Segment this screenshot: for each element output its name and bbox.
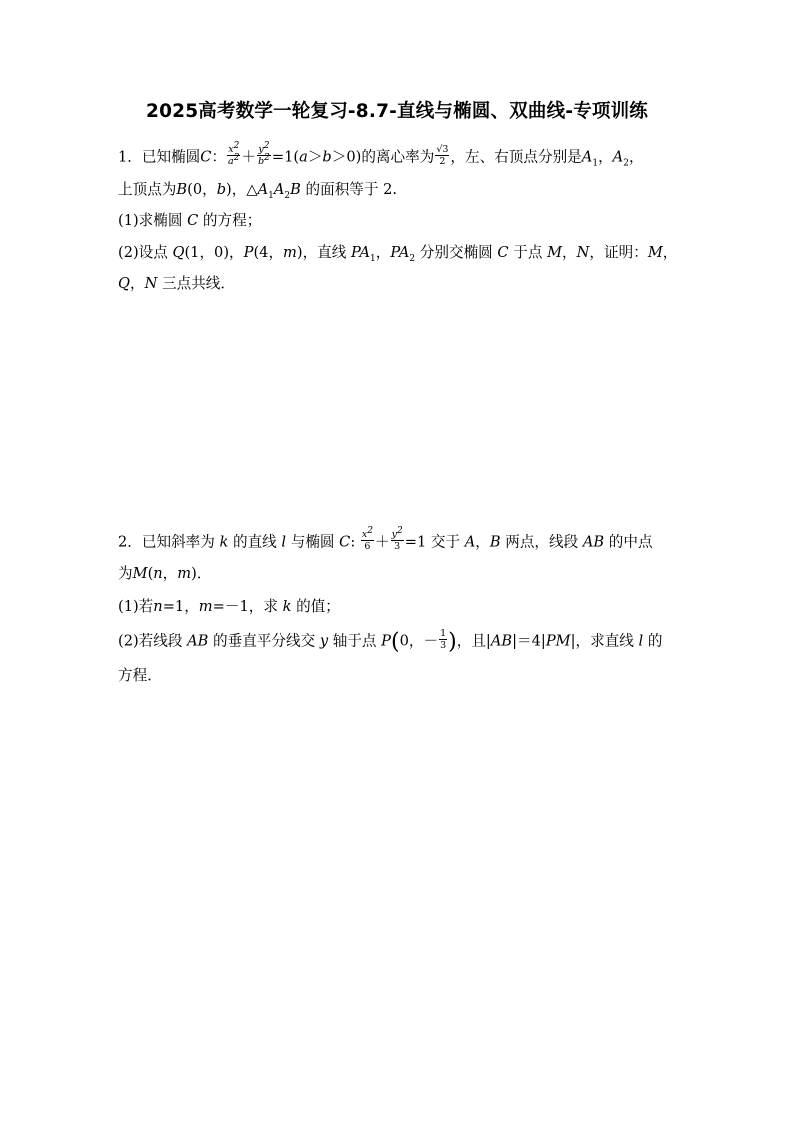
q1-part-2: (2)设点 Q(1，0)，P(4，m)，直线 $PA_1$，$PA_2$ 分别交椭圆 C 于点 M，N，证明：M， xyxy=(118,244,678,264)
q1-B-coords: (0， xyxy=(187,181,217,198)
q1-ecc-num: √3 xyxy=(436,144,449,155)
q2-k-end: 的值； xyxy=(296,598,340,615)
q1-prove-text: ，证明： xyxy=(589,244,648,261)
q1-P-close: )，直线 xyxy=(296,244,347,261)
q1-M: M xyxy=(547,244,563,261)
q1-N: N xyxy=(576,244,590,261)
q2-find-text: |，求直线 xyxy=(570,632,634,650)
q2-PM: PM xyxy=(545,632,571,650)
q2-part-2-cont xyxy=(118,666,162,686)
q1-part-1: (1)求椭圆 C 的方程； xyxy=(118,212,262,229)
q2-part2-text: (2)若线段 xyxy=(118,632,183,650)
q2-part1-text: (1)若 xyxy=(118,598,154,615)
q1-A2: A xyxy=(612,148,624,166)
q1-area-text: 的面积等于 2. xyxy=(305,181,398,198)
q1-line-1: 1．已知椭圆C： $\frac{x^2}{a^2}$ ＋ $\frac{y^2}{b^2}$ =1(a＞b＞0)的离心率为 $\frac{√3}{2}$ ，左、右顶点分别是$A_1$，$A_2$， xyxy=(118,140,644,169)
q2-n-val: =1， xyxy=(162,598,199,615)
q1-intersect-text2: 于点 xyxy=(513,244,543,261)
q1-A1: A xyxy=(581,148,593,166)
q2-part-2: (2)若线段 AB 的垂直平分线交 y 轴于点 P(0，－ $\frac{1}{3}$ )，且|AB|＝4|PM|，求直线 l 的 xyxy=(118,628,663,655)
q1-P-coords: (4， xyxy=(253,244,284,261)
q1-after-ecc: ，左、右顶点分别是 xyxy=(450,148,582,166)
q2-B: B xyxy=(489,533,501,551)
q1-line2-text: 上顶点为 xyxy=(118,181,177,198)
q1-collinear-text: 三点共线． xyxy=(162,275,235,292)
q2-p-x: 0， xyxy=(399,632,424,650)
q1-cond-b: b xyxy=(322,148,332,166)
q2-P: P xyxy=(381,632,391,650)
q2-frac-x: $\frac{x^2}{6}$ xyxy=(361,525,373,552)
q1-sep: ， xyxy=(375,244,391,261)
q2-C: C xyxy=(339,533,351,551)
q1-line-2: 上顶点为B(0，b)，$\triangle A_1A_2B$ 的面积等于 2. xyxy=(118,181,398,201)
q1-B-close: )，△ xyxy=(226,181,258,198)
q2-is-text: 为 xyxy=(118,565,133,582)
q2-bisector-text: 的垂直平分线交 xyxy=(213,632,316,650)
q2-y: y xyxy=(319,632,329,650)
q2-two-points: 两点，线段 xyxy=(505,533,579,551)
q1-b-var: b xyxy=(216,181,227,198)
q1-PA1: PA xyxy=(351,244,371,261)
q1-ecc-frac xyxy=(435,144,449,167)
q1-m: m xyxy=(283,244,297,261)
q2-midpoint-text: 的中点 xyxy=(608,533,653,551)
q2-k: k xyxy=(219,533,229,551)
page-title: 2025高考数学一轮复习-8.7-直线与椭圆、双曲线-专项训练 xyxy=(146,101,648,122)
q2-p-den: 3 xyxy=(440,640,447,651)
q2-M: M xyxy=(132,565,148,582)
q1-ecc-den: 2 xyxy=(439,156,446,167)
q2-l: l xyxy=(281,533,287,551)
q2-m: m xyxy=(177,565,192,582)
q2-axis-text: 轴于点 xyxy=(332,632,377,650)
q2-cond-text: ，且| xyxy=(456,632,491,650)
q1-Q: Q xyxy=(172,244,185,261)
q2-p-num: 1 xyxy=(440,628,447,639)
q1-Q-coords: (1，0)， xyxy=(184,244,244,261)
q2-eq-tail: =1 交于 xyxy=(404,533,461,551)
q2-A: A xyxy=(464,533,476,551)
q2-AB: AB xyxy=(582,533,605,551)
q2-m-val: =－1，求 xyxy=(212,598,278,615)
q2-p-frac xyxy=(439,628,447,651)
q2-eq4: |＝4| xyxy=(512,632,546,650)
q1-cond-end: ＞0)的离心率为 xyxy=(331,148,435,166)
q1-part1-end: 的方程； xyxy=(202,212,262,229)
q2-prefix: 2．已知斜率为 xyxy=(118,533,215,551)
q2-of-text: 的 xyxy=(647,632,663,650)
q1-part2-text: (2)设点 xyxy=(118,244,168,261)
q1-part1-text: (1)求椭圆 xyxy=(118,212,183,229)
q1-eq-tail: =1( xyxy=(271,148,300,166)
q1-frac-x: $\frac{x^2}{a^2}$ xyxy=(228,140,240,167)
q1-prefix: 1．已知椭圆 xyxy=(118,148,201,166)
q1-cond-a: a xyxy=(299,148,308,166)
q1-part-2-cont: Q，N 三点共线． xyxy=(118,275,235,292)
q2-line-text: 的直线 xyxy=(232,533,277,551)
q1-gt: ＞ xyxy=(307,148,323,166)
q2-n: n xyxy=(153,565,163,582)
q1-curve: C xyxy=(200,148,212,166)
q1-colon: ： xyxy=(211,148,227,166)
q2-last-line: 方程． xyxy=(118,667,162,684)
q2-p-neg: － xyxy=(423,632,439,650)
q2-ellipse-text: 与椭圆 xyxy=(290,533,335,551)
q2-frac-y: $\frac{y^2}{3}$ xyxy=(391,525,403,552)
q2-part-1: (1)若n=1，m=－1，求 k 的值； xyxy=(118,598,340,615)
q2-line-1: 2．已知斜率为 k 的直线 l 与椭圆 C: $\frac{x^2}{6}$ ＋ $\frac{y^2}{3}$ =1 交于 A，B 两点，线段 AB 的中点 xyxy=(118,525,653,552)
q1-intersect-text: 分别交椭圆 xyxy=(419,244,493,261)
q1-frac-y: $\frac{y^2}{b^2}$ xyxy=(258,140,270,167)
q1-P: P xyxy=(243,244,254,261)
q1-B: B xyxy=(176,181,188,198)
q2-line-2: 为M(n，m)． xyxy=(118,565,212,582)
